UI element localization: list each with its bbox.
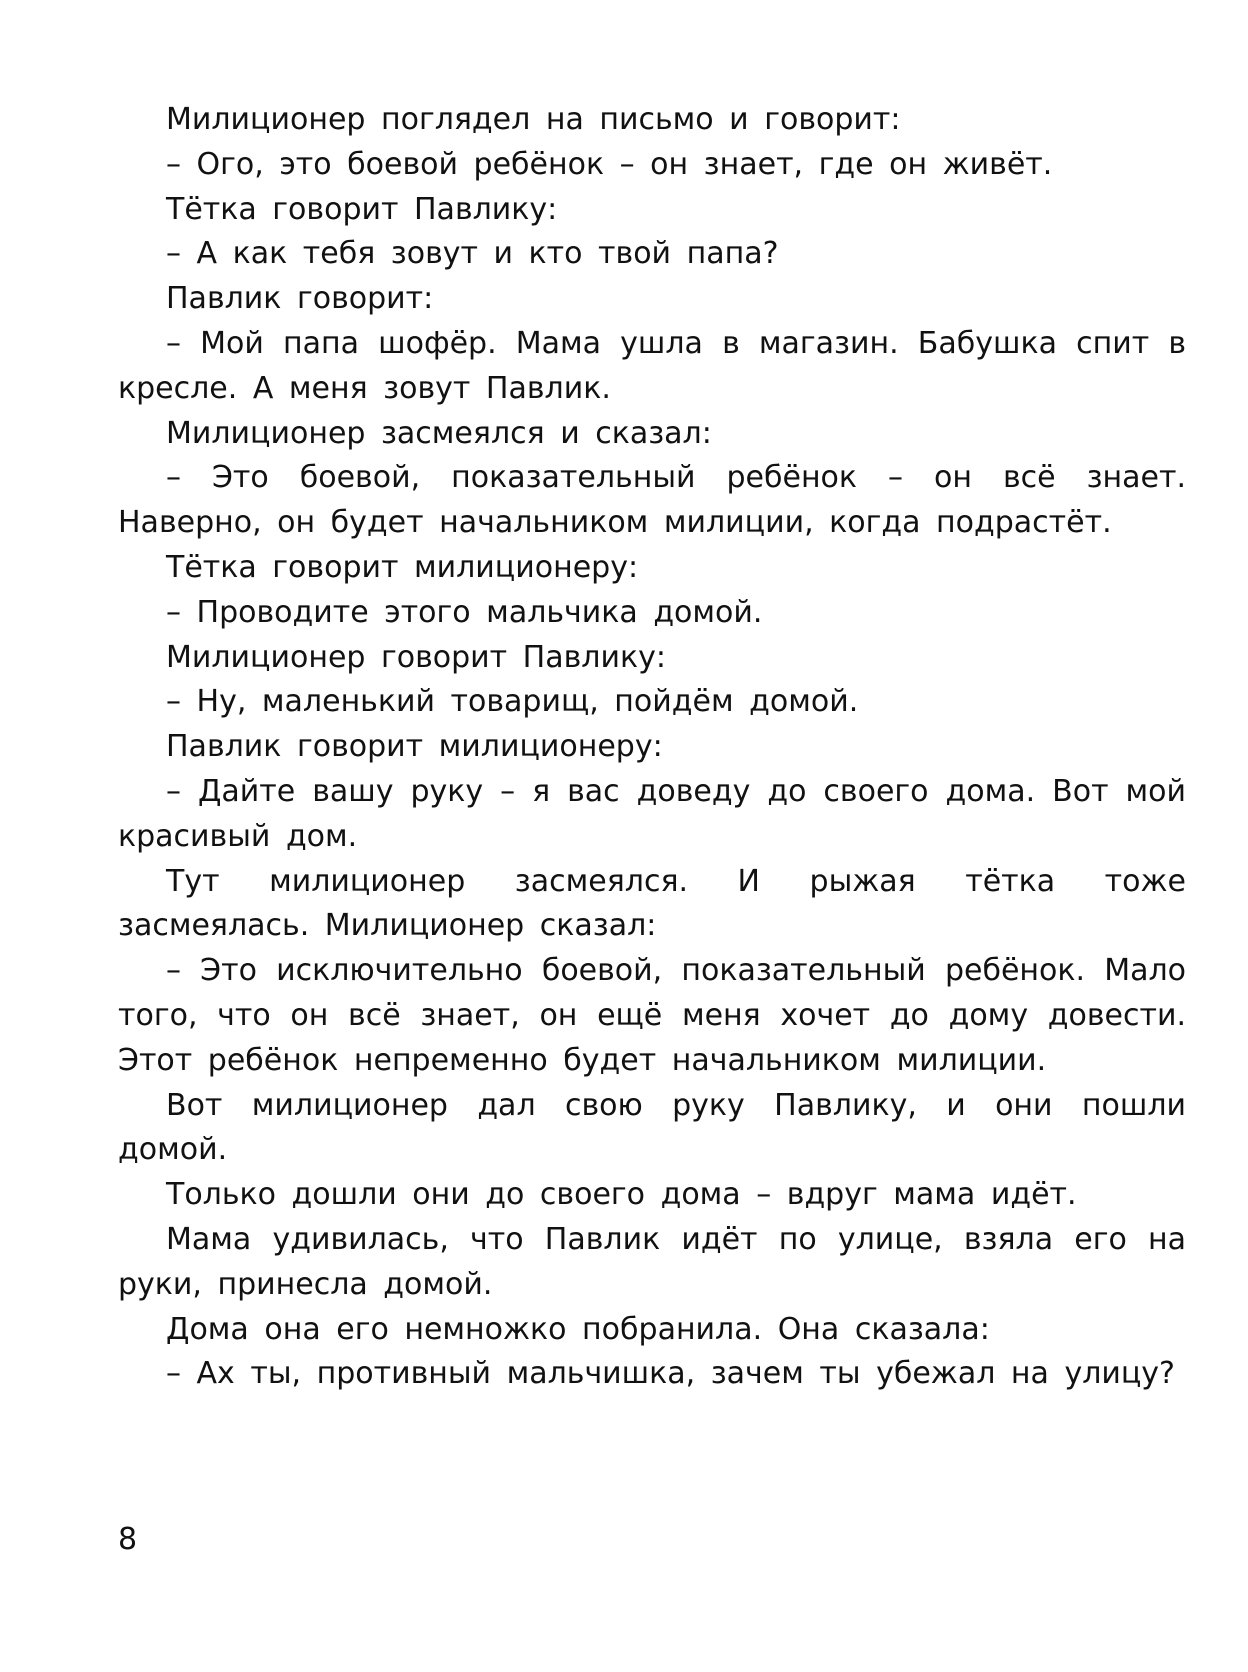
paragraph: Милиционер говорит Павлику: bbox=[166, 639, 666, 675]
paragraph: – Это боевой, показательный ребёнок – он всё знает. Наверно, он будет начальником милиции, когда подрастёт. bbox=[118, 460, 1186, 541]
page-body bbox=[118, 98, 1186, 1397]
paragraph: – Это исключительно боевой, показательный ребёнок. Мало того, что он всё знает, он ещё меня хочет до дому довести. Этот ребёнок непременно будет начальником милиции. bbox=[118, 953, 1186, 1078]
paragraph: – Ого, это боевой ребёнок – он знает, где он живёт. bbox=[166, 146, 1053, 182]
paragraph: – А как тебя зовут и кто твой папа? bbox=[166, 236, 779, 272]
paragraph: – Ах ты, противный мальчишка, зачем ты убежал на улицу? bbox=[166, 1356, 1175, 1392]
paragraph: Дома она его немножко побранила. Она сказала: bbox=[166, 1311, 990, 1347]
paragraph: – Ну, маленький товарищ, пойдём домой. bbox=[166, 684, 859, 720]
paragraph: Милиционер засмеялся и сказал: bbox=[166, 415, 712, 451]
paragraph: – Проводите этого мальчика домой. bbox=[166, 594, 763, 630]
page-number: 8 bbox=[118, 1522, 138, 1557]
paragraph: Тётка говорит Павлику: bbox=[166, 191, 558, 227]
paragraph: Павлик говорит: bbox=[166, 281, 434, 317]
paragraph: – Дайте вашу руку – я вас доведу до своего дома. Вот мой красивый дом. bbox=[118, 773, 1186, 854]
paragraph: Тётка говорит милиционеру: bbox=[166, 549, 639, 585]
paragraph: Только дошли они до своего дома – вдруг мама идёт. bbox=[166, 1177, 1077, 1213]
paragraph: Милиционер поглядел на письмо и говорит: bbox=[166, 102, 901, 137]
paragraph: – Мой папа шофёр. Мама ушла в магазин. Бабушка спит в кресле. А меня зовут Павлик. bbox=[118, 325, 1186, 406]
paragraph: Мама удивилась, что Павлик идёт по улице, взяла его на руки, принесла домой. bbox=[118, 1221, 1186, 1302]
paragraph: Павлик говорит милиционеру: bbox=[166, 729, 663, 765]
paragraph: Тут милиционер засмеялся. И рыжая тётка тоже засмеялась. Милиционер сказал: bbox=[118, 863, 1186, 944]
paragraph: Вот милиционер дал свою руку Павлику, и они пошли домой. bbox=[118, 1087, 1186, 1168]
